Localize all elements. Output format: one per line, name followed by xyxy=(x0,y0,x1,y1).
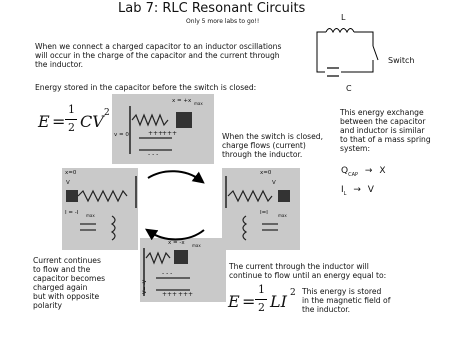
intro-paragraph xyxy=(35,42,325,69)
text-line: Current continues xyxy=(33,256,101,265)
mass-block-icon xyxy=(278,190,290,202)
intro-line: the inductor. xyxy=(35,60,84,69)
analogy-current-velocity xyxy=(341,185,374,197)
right-arrow-icon: → xyxy=(353,185,361,195)
text-line: but with opposite xyxy=(33,292,100,301)
analogy-i-sub: L xyxy=(343,190,347,197)
left-x-label: x=0 xyxy=(65,170,77,176)
intro-line: will occur in the charge of the capacitor and the current through xyxy=(35,51,280,60)
right-i-sub: max xyxy=(278,213,287,218)
text-line: This energy is stored xyxy=(302,287,382,296)
plate-charge: - - - xyxy=(148,151,159,158)
exchange-text xyxy=(340,108,448,153)
text-line: When the switch is closed, xyxy=(222,132,324,141)
switch-closed-text xyxy=(222,132,332,159)
figure-right-panel xyxy=(222,168,300,250)
arrow-bottom-icon xyxy=(150,230,204,239)
bottom-x-sub: max xyxy=(192,243,201,248)
capacitor-label: C xyxy=(346,84,352,93)
analogy-q: Q xyxy=(341,166,349,176)
text-line: to flow and the xyxy=(33,265,91,274)
plate-charge: +++ xyxy=(162,291,178,298)
plate-charge: +++ xyxy=(178,291,194,298)
page-subtitle: Only 5 more labs to go!! xyxy=(186,18,260,25)
left-i-sub: max xyxy=(86,213,95,218)
mass-block-icon xyxy=(176,112,192,128)
mass-block-icon xyxy=(174,250,188,264)
text-line: through the inductor. xyxy=(222,150,303,159)
text-line: charge flows (current) xyxy=(222,141,306,150)
inductor-flow-text xyxy=(229,262,429,280)
analogy-q-sub: CAP xyxy=(348,171,359,178)
text-line: charged again xyxy=(33,283,88,292)
bottom-x-label: x = -x xyxy=(168,240,185,246)
plate-charge: - - - xyxy=(162,270,173,277)
fraction-bar xyxy=(65,119,77,120)
bottom-v-label: V= -V xyxy=(142,279,148,294)
right-v-label: V xyxy=(272,180,276,186)
right-i-label: I=I xyxy=(260,210,268,216)
inductor-icon xyxy=(112,216,115,240)
analogy-charge-position xyxy=(341,166,386,178)
eq-lhs: E xyxy=(38,112,50,131)
text-line: This energy exchange xyxy=(340,108,424,117)
text-line: The current through the inductor will xyxy=(229,262,369,271)
eq-variable: LI xyxy=(270,292,287,311)
eq-exponent: 2 xyxy=(290,288,296,298)
text-line: in the magnetic field of xyxy=(302,296,391,305)
energy-capacitor-text: Energy stored in the capacitor before the switch is closed: xyxy=(35,83,257,92)
current-continues-text xyxy=(33,256,123,310)
text-line: to that of a mass spring xyxy=(340,135,431,144)
eq-lhs: E xyxy=(228,292,240,311)
circuit-wire xyxy=(317,32,373,72)
left-i-label: I = -I xyxy=(65,210,79,216)
spring-icon xyxy=(228,191,272,201)
top-v-label: v = 0 xyxy=(114,132,129,138)
top-x-label: x = +x xyxy=(172,98,192,104)
eq-numerator: 1 xyxy=(68,103,75,116)
analogy-v: V xyxy=(367,185,374,195)
right-x-label: x=0 xyxy=(260,170,272,176)
analogy-x: X xyxy=(379,166,386,176)
right-arrow-icon: → xyxy=(364,166,373,176)
text-line: polarity xyxy=(33,301,62,310)
eq-sign: = xyxy=(242,292,256,311)
eq-numerator: 1 xyxy=(258,283,265,296)
eq-exponent: 2 xyxy=(104,108,110,118)
eq-denominator: 2 xyxy=(68,121,75,134)
spring-icon xyxy=(132,115,168,125)
page-title: Lab 7: RLC Resonant Circuits xyxy=(118,1,306,16)
text-line: system: xyxy=(340,144,371,153)
text-line: continue to flow until an energy equal to: xyxy=(229,271,387,280)
cycle-arrows xyxy=(118,160,228,250)
left-v-label: V xyxy=(66,180,70,186)
fraction-bar xyxy=(255,299,267,300)
mass-block-icon xyxy=(66,190,78,202)
text-line: capacitor becomes xyxy=(33,274,106,283)
switch-label: Switch xyxy=(388,56,415,65)
figure-top-panel xyxy=(112,94,214,164)
inductor-icon xyxy=(243,216,246,240)
intro-line: When we connect a charged capacitor to an inductor oscillations xyxy=(35,42,282,51)
arrow-top-icon xyxy=(148,171,200,180)
plate-charge: +++ xyxy=(162,130,178,137)
plate-charge: +++ xyxy=(148,130,164,137)
text-line: the inductor. xyxy=(302,305,351,314)
top-x-sub: max xyxy=(194,101,203,106)
eq-sign: = xyxy=(52,112,66,131)
text-line: and inductor is similar xyxy=(340,126,425,135)
inductor-label: L xyxy=(341,13,346,22)
spring-icon xyxy=(146,253,170,263)
eq-variable: CV xyxy=(80,112,104,131)
eq-denominator: 2 xyxy=(258,301,265,314)
stored-energy-text xyxy=(302,287,442,314)
analogy-i: I xyxy=(341,185,344,195)
text-line: between the capacitor xyxy=(340,117,426,126)
